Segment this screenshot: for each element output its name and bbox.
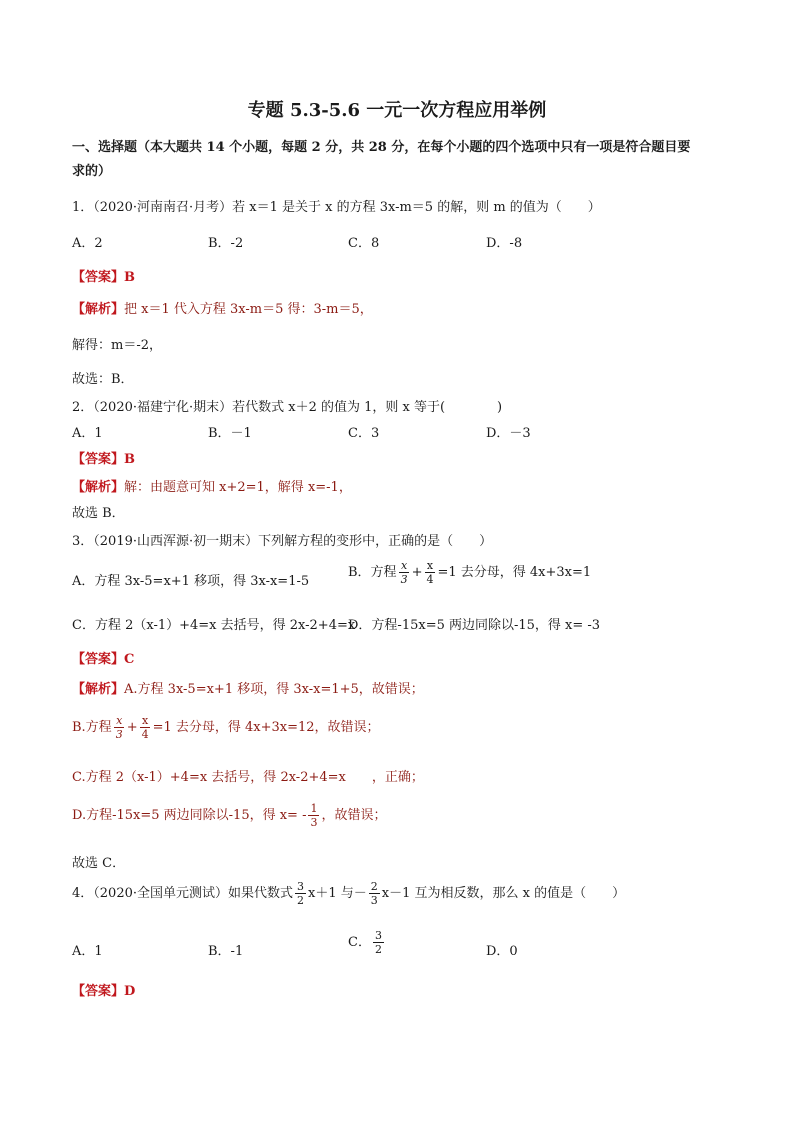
analysis-tag: 【解析】 <box>72 480 125 495</box>
q3-analysis-b-pre: B.方程 <box>72 720 112 735</box>
q4-option-b: B．-1 <box>208 944 244 959</box>
q1-stem: 1．（2020·河南南召·月考）若 x＝1 是关于 x 的方程 3x-m＝5 的解，则 m 的值为（ ） <box>72 200 601 215</box>
q4-stem-pre: 4．（2020·全国单元测试）如果代数式 <box>72 886 293 901</box>
page-title: 专题 5.3-5.6 一元一次方程应用举例 <box>247 100 547 121</box>
q2-stem: 2．（2020·福建宁化·期末）若代数式 x＋2 的值为 1，则 x 等于( ) <box>72 400 503 415</box>
q2-answer <box>72 448 135 467</box>
q4-answer <box>72 980 135 999</box>
q3-option-d: D．方程-15x=5 两边同除以-15，得 x= -3 <box>348 618 601 633</box>
q4-stem <box>72 880 625 907</box>
q4-stem-mid1: x＋1 与－ <box>308 886 367 901</box>
q3-analysis-c: C.方程 2（x-1）+4=x 去括号，得 2x-2+4=x ，正确； <box>72 770 424 785</box>
q3-stem: 3．（2019·山西浑源·初一期末）下列解方程的变形中，正确的是（ ） <box>72 534 493 549</box>
q3-analysis-d-post: ，故错误； <box>321 808 387 823</box>
q1-option-a: A．2 <box>72 236 103 251</box>
q3-answer-value: C <box>124 652 135 667</box>
q3-analysis-d-pre: D.方程-15x=5 两边同除以-15，得 x= - <box>72 808 307 823</box>
section-heading-line2: 求的） <box>72 164 112 179</box>
q2-option-a: A．1 <box>72 426 103 441</box>
q3-analysis-b: B.方程 $\frac{x}{3}$ + $\frac{x}{4}$ =1 去分母，得 4x+3x=12，故错误； <box>72 714 380 741</box>
q3-analysis-a: A.方程 3x-5=x+1 移项，得 3x-x=1+5，故错误； <box>124 682 424 697</box>
q3-option-c: C．方程 2（x-1）+4=x 去括号，得 2x-2+4=x <box>72 618 356 633</box>
q3-option-b-post: =1 去分母，得 4x+3x=1 <box>437 565 592 580</box>
q1-option-c: C．8 <box>348 236 380 251</box>
q1-answer <box>72 266 135 285</box>
q1-analysis-line1: 把 x＝1 代入方程 3x-m＝5 得：3-m＝5， <box>124 302 373 317</box>
fraction-1-over-3: $\frac{1}{3}$ <box>310 802 318 829</box>
answer-tag: 【答案】 <box>72 452 125 467</box>
q2-option-d: D．－3 <box>486 426 531 441</box>
q2-analysis-line1: 解：由题意可知 x+2=1，解得 x=-1， <box>124 480 352 495</box>
q1-option-d: D．-8 <box>486 236 523 251</box>
answer-tag: 【答案】 <box>72 652 125 667</box>
q2-analysis-line2: 故选 B． <box>72 506 125 521</box>
q1-analysis-line3: 故选：B． <box>72 372 134 387</box>
q4-option-c-label: C． <box>348 935 371 950</box>
q3-analysis-d <box>72 802 387 829</box>
q3-option-b-pre: B．方程 <box>348 565 397 580</box>
fraction-x-over-3: $\frac{x}{3}$ <box>400 559 408 586</box>
q4-option-c <box>348 929 386 956</box>
fraction-x-over-3: $\frac{x}{3}$ <box>115 714 123 741</box>
q4-option-a: A．1 <box>72 944 103 959</box>
q3-option-a: A．方程 3x-5=x+1 移项，得 3x-x=1-5 <box>72 574 310 589</box>
section-heading-line1: 一、选择题（本大题共 14 个小题，每题 2 分，共 28 分，在每个小题的四个选项中只有一项是符合题目要 <box>72 140 691 155</box>
q2-option-c: C．3 <box>348 426 380 441</box>
q2-option-b: B．－1 <box>208 426 252 441</box>
q1-analysis-line2: 解得：m＝-2， <box>72 338 162 353</box>
q4-stem-mid2: x－1 互为相反数，那么 x 的值是（ ） <box>381 886 626 901</box>
fraction-3-over-2: $\frac{3}{2}$ <box>297 880 304 907</box>
fraction-3-over-2: $\frac{3}{2}$ <box>374 929 382 956</box>
q3-conclusion: 故选 C． <box>72 856 126 871</box>
fraction-x-over-4: $\frac{x}{4}$ <box>426 559 434 586</box>
q1-option-b: B．-2 <box>208 236 244 251</box>
q2-answer-value: B <box>124 452 136 467</box>
analysis-tag: 【解析】 <box>72 682 125 697</box>
q3-answer <box>72 648 134 667</box>
q2-analysis <box>72 476 352 495</box>
q4-answer-value: D <box>124 984 136 999</box>
q1-analysis <box>72 298 373 317</box>
q3-option-b: B．方程 $\frac{x}{3}$ + $\frac{x}{4}$ =1 去分母，得 4x+3x=1 <box>348 559 592 586</box>
fraction-2-over-3: $\frac{2}{3}$ <box>370 880 378 907</box>
fraction-x-over-4: $\frac{x}{4}$ <box>141 714 149 741</box>
q3-analysis <box>72 678 424 697</box>
q1-answer-value: B <box>124 270 136 285</box>
analysis-tag: 【解析】 <box>72 302 125 317</box>
answer-tag: 【答案】 <box>72 984 125 999</box>
q4-option-d: D．0 <box>486 944 518 959</box>
answer-tag: 【答案】 <box>72 270 125 285</box>
q3-analysis-b-post: =1 去分母，得 4x+3x=12，故错误； <box>152 720 380 735</box>
